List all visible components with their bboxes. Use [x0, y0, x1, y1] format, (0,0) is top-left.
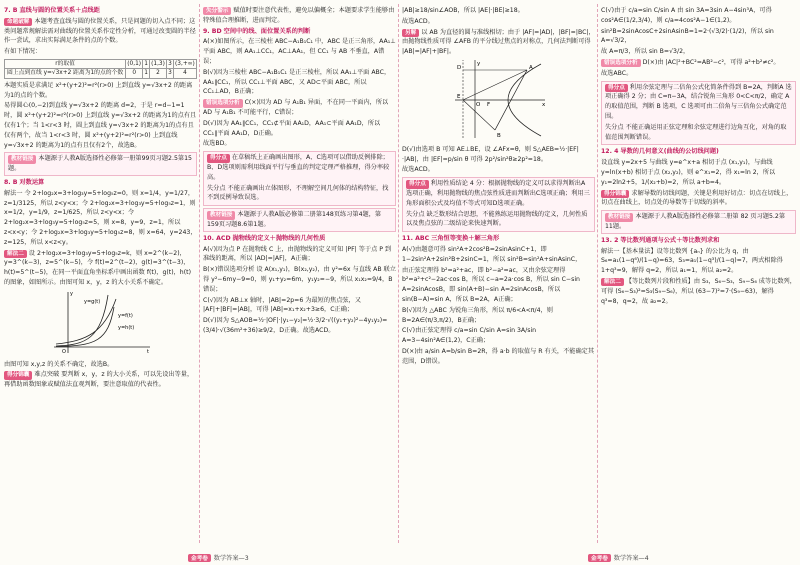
label-f: F	[486, 101, 490, 108]
tag-badge: 错误选项分析	[203, 99, 243, 107]
parabola-figure-svg	[449, 58, 549, 140]
paragraph	[203, 98, 396, 118]
paragraph-text: 求解导数的切线问题，关键是利用好切点：切点在切线上，切点在曲线上，切点处的导数等于切线的斜率。	[601, 189, 793, 207]
paragraph: sin²B=2sinAcosC+2sinAsinB=1=2·(√3/2)·(1/2)，所以 sin A=√3/2，	[601, 27, 774, 45]
label-f: y=f(t)	[117, 312, 133, 319]
paragraph-text: D(×)由 |AC|²+BC²=AB²−c²，可得 a²+b²≠c²。	[642, 58, 780, 66]
column-divider	[398, 4, 399, 543]
page-number: 数学答案—4	[613, 555, 649, 562]
tag-badge: 得分锦囊	[601, 190, 629, 198]
paragraph: |AB|≥18/sin∠AOB，所以 |AE|·|BE|≥18。	[402, 7, 524, 14]
column-divider	[597, 4, 598, 543]
paragraph-text: 本题考查直线与圆的位置关系，只是问题的切入点不同；这类问题常规解法需对曲线的位置关系作定性分析，可通过改变圆的半径作一尝试，求出实际满足条件的点的个数。	[4, 17, 196, 45]
question-number: 7. B	[4, 7, 18, 14]
question-topic: 直线与圆的位置关系＋点线距	[19, 7, 100, 14]
score-box	[402, 177, 595, 232]
paragraph: 失分点 缺乏数形结合思想，不能熟练运用抛物线的定义，几何性质以及焦点弦的二级结论来快速判断。	[406, 210, 588, 228]
column-divider	[199, 4, 200, 543]
paragraph: 故选BD。	[203, 140, 231, 148]
footer-left	[188, 553, 249, 562]
paragraph	[406, 179, 591, 208]
score-box	[203, 151, 396, 206]
label-a: A	[528, 64, 533, 71]
table-cell: (3,+∞)	[175, 60, 195, 67]
label-o: O	[475, 101, 480, 108]
paragraph: D(√)因为 AA₁∥CC₁，CC₁⊄平面 AA₁D，AA₁⊂平面 AA₁D，所以 CC₁∥平面 AA₁D，D正确。	[203, 119, 381, 137]
column-3	[402, 6, 595, 545]
label-g: y=g(t)	[83, 298, 100, 305]
function-graph	[4, 289, 197, 359]
tag-badge: 解法二	[4, 250, 27, 258]
textbook-link-box	[203, 208, 396, 232]
paragraph	[4, 17, 197, 46]
paragraph-text: 赋值时要注意代表性，避免以偏概全；本题要求学生能够由特殊值合理推断，进而判定。	[203, 7, 395, 24]
question-11-header	[402, 234, 595, 244]
distance-count-table	[4, 59, 197, 79]
textbook-link-box	[601, 210, 796, 234]
table-cell: 1	[144, 60, 148, 67]
tag-badge: 教材链接	[605, 213, 633, 221]
paragraph	[601, 58, 796, 68]
paragraph	[207, 153, 392, 182]
question-13-header	[601, 236, 796, 246]
paragraph: D(√)由选项 B 可知 AE⊥BE，设 ∠AFx=θ，则 S△AEB=½·|EF|·|AB|，由 |EF|=p/sin θ 可得 2p²/sin²θ≥2p²=18。	[402, 145, 579, 163]
tag-badge: 得分点	[406, 180, 429, 188]
question-number: 8. B	[4, 178, 18, 186]
question-topic: 等比数列通项与公式＋等比数列求和	[620, 236, 720, 244]
tag-badge: 教材链接	[8, 155, 36, 163]
paragraph: A(√)因为点 P 在抛物线 C 上，由抛物线的定义可知 |PF| 等于点 P 到准线的距离，所以 |AD|=|AF|，A正确；	[203, 245, 392, 263]
paragraph: A(×)如图所示，在三棱柱 ABC−A₁B₁C₁ 中，ABC 是正三角形，AA₁⊥平面 ABC，则 AA₁⊥CC₁，AC⊥AA₁，但 CC₁ 与 AB 不垂直，A错误；	[203, 38, 396, 65]
tag-badge: 另解	[402, 29, 419, 37]
paragraph-text: 难点突破 要判断 x，y，z 的大小关系，可以先设出等量，再借助函数图象或赋值法直观判断，要注意取值的代表性。	[4, 371, 194, 389]
question-8-header	[4, 178, 197, 188]
paragraph-text: 本题源于人教A版选择性必修第二册第 82 页习题5.2第11题。	[605, 213, 786, 230]
paragraph: A(√)由题意可得 sin²A+2cos²B=2sinAsinC+1，即 1−2sin²A+2sin²B+2sinC=1，所以 sin²B=sin²A+sinAsinC，	[402, 245, 582, 263]
brand-logo: 金考卷	[188, 554, 211, 562]
tag-badge: 解法二	[601, 278, 624, 286]
paragraph: 解法一 令 2+log₂x=3+log₃y=5+log₅z=0，则 x=1/4，y=1/27，z=1/3125，所以 z<y<x；令 2+log₂x=3+log₃y=5+log₅z=1，则 x=1/2，y=1/9，z=1/625，所以 z<y<x；令 2+log₂x=3+log₃y=5+log₅z=5，则 x=8，y=9，z=1，所以 z<x<y；令 2+log₂x=3+log₃y=5+log₅z=8，则 x=64，y=243，z=125，所以 x<z<y。	[4, 189, 197, 246]
paragraph: D(√)因为 S△AOB=½·|OF|·|y₁−y₂|=½·3/2·√((y₁+y₂)²−4y₁y₂)=(3/4)·√(36m²+36)≥9/2，D正确。故选ACD。	[203, 317, 388, 334]
paragraph: B(√)因为 △ABC 为锐角三角形，所以 π/6<A<π/4，则 B=2A∈(π/3,π/2)，B正确；	[402, 306, 553, 324]
column-2	[203, 6, 396, 545]
footer-right	[588, 553, 649, 562]
label-x: x	[541, 101, 545, 108]
paragraph: B(√)因为三棱柱 ABC−A₁B₁C₁ 是正三棱柱，所以 AA₁⊥平面 ABC，AA₁∥CC₁，所以 CC₁⊥平面 ABC，又 AD⊂平面 ABC，所以 CC₁⊥AD，B正确；	[203, 68, 391, 96]
paragraph	[402, 28, 595, 57]
paragraph-text: 在草稿纸上正确画出图形，A、C选项可以借助反例排除；B、D选项则需利用线面平行与垂直的判定定理严格推理，得分率较高。	[207, 154, 390, 181]
tag-badge: 得分锦囊	[4, 371, 32, 379]
paragraph: 本题实质是求满足 x²+(y+2)²=r²(r>0) 上到直线 y=√3x+2 的距离为1的点的个数。	[4, 81, 193, 99]
paragraph-text: 【等比数列片段和性质】由 S₃，S₆−S₃，S₉−S₆ 成等比数列，可得 (S₆−S₃)²=S₃(S₉−S₆)，所以 (63−7)²=7·(S₉−63)，解得 q³=8，q=2，故 a₂=2。	[601, 277, 796, 305]
label-t: t	[146, 348, 149, 355]
paragraph-text: 设 2+log₂x=3+log₃y=5+log₅z=k，则 x=2^(k−2)，y=3^(k−3)，z=5^(k−5)，令 f(t)=2^(t−2)，g(t)=3^(t−3)，h(t)=5^(t−5)，在同一平面直角坐标系中画出函数 f(t)，g(t)，h(t) 的图象，如图所示。由图可知 x，y，z 的大小关系不确定。	[4, 249, 191, 286]
tag-badge: 得分点	[605, 84, 628, 92]
curve-f	[56, 299, 116, 344]
tag-badge: 教材链接	[207, 211, 235, 219]
question-12-header	[601, 147, 796, 157]
textbook-link-box	[4, 152, 197, 176]
paragraph: 失分点 不能正确画出立体图形，不理解空间几何体的结构特征，找不到反例导致误选。	[207, 184, 389, 202]
paragraph: C(√)由于 c/a=sin C/sin A 由 sin 3A=3sin A−4sin³A，可得 cos²A∈(1/2,3/4)，则 c/a=4cos²A−1∈(1,2)。	[601, 7, 772, 24]
paragraph: C(√)因为 AB⊥x 轴时，|AB|=2p=6 为最短的焦点弦，又 |AF|+|BF|=|AB|，可得 |AB|=x₁+x₂+3≥6，C正确；	[203, 296, 361, 314]
label-b: B	[496, 132, 501, 139]
paragraph: 有如下情况：	[4, 48, 42, 56]
tag-badge: 错误选项分析	[601, 59, 641, 67]
paragraph: 由图可知 x,y,z 的关系不确定，故选B。	[4, 360, 114, 368]
table-cell: r的取值	[5, 59, 126, 68]
table-row	[5, 59, 197, 68]
page-number: 数学答案—3	[213, 555, 249, 562]
paragraph: C(√)由正弦定理得 c/a=sin C/sin A=sin 3A/sin A=3−4sin²A∈(1,2)，C正确；	[402, 327, 537, 345]
paragraph: 由正弦定理得 b²=a²+ac，即 b²−a²=ac，又由余弦定理得 b²=a²+c²−2ac·cos B，所以 c−a=2a·cos B，所以 sin C−sin A=2sinAcosB，即 sin(A+B)−sin A=2sinAcosB，所以 sin(B−A)=sin A，所以 B=2A，A正确；	[402, 266, 580, 303]
paragraph-text: 利用性质结论 4 分：根据抛物线的定义可以求得判断出A选项正确，利用抛物线的焦点弦性质进而判断出C选项正确；利用三角形面积公式及均值不等式可知D选项正确。	[406, 180, 590, 207]
table-cell: 圆上点到直线 y=√3x+2 距离为1的点的个数	[5, 69, 126, 78]
paragraph-text: 以 AB 为直径的圆与准线相切；由于 |AF|=|AD|，|BF|=|BC|，由抛物线性质可得 ∠AFB 的平分线过焦点的对称点，几何法判断可得 |AB|=|AF|+|BF|。	[402, 28, 595, 56]
paragraph-text: 利用余弦定理与二倍角公式化简条件得到 B=2A，判断A 选项正确得 2 分；由 C=π−3A，结合锐角三角形 0<C<π/2，确定 A 的取值范围，判断 B 选项，C 选项可由二倍角与三倍角公式确定范围。	[605, 83, 792, 120]
question-number: 12. 4	[601, 148, 619, 156]
paragraph: 设直线 y=2x+5 与曲线 y=e^x+a 相切于点 (x₁,y₁)，与曲线 y=ln(x+b) 相切于点 (x₂,y₂)，则 e^x₁=2，得 x₁=ln 2，所以 y₁=2ln2+5，1/(x₂+b)=2，所以 a+b=4。	[601, 159, 776, 186]
score-box	[601, 81, 796, 146]
question-10-header	[203, 234, 396, 244]
table-cell: 1	[144, 70, 148, 77]
paragraph	[601, 277, 796, 306]
table-cell: 3	[168, 70, 172, 77]
tag-badge: 失分警示	[203, 7, 231, 15]
label-d: D	[456, 64, 461, 71]
label-e: E	[456, 93, 460, 100]
paragraph: B(×)错误选项分析 设 A(x₁,y₁)，B(x₂,y₂)，由 y²=6x 与直线 AB 联立得 y²−6my−9=0，则 y₁+y₂=6m，y₁y₂=−9，所以 x₁x₂=9/4，B错误；	[203, 266, 396, 293]
paragraph: 故 A=π/3，所以 sin B=√3/2，	[601, 48, 690, 56]
question-topic: 抛物线的定义＋抛物线的几何性质	[232, 234, 326, 242]
paragraph: 易得圆心(0,−2)到直线 y=√3x+2 的距离 d=2，于是 r=d−1=1 时，圆 x²+(y+2)²=r²(r>0) 上到直线 y=√3x+2 的距离为1的点有且仅有1个；当 1<r<3 时，圆上到直线 y=√3x+2 的距离为1的点有且仅有两个，故当 1<r<3 时，圆 x²+(y+2)²=r²(r>0) 上到直线 y=√3x+2 的距离为1的点有且仅有2个，故选B。	[4, 102, 197, 149]
segment-ea	[463, 70, 527, 100]
question-topic: 空间中的线、面位置关系的判断	[223, 27, 311, 35]
paragraph	[4, 370, 197, 390]
label-origin: O	[61, 348, 66, 355]
tag-badge: 得分点	[207, 154, 230, 162]
table-cell: 0	[126, 69, 143, 78]
question-number: 10. ACD	[203, 234, 231, 242]
paragraph-text: 本题源于人教A版必修第二册第148页练习第4题，第159页习题8.6第1题。	[207, 211, 382, 228]
function-graph-svg	[46, 289, 156, 355]
parabola-figure	[402, 58, 595, 144]
paragraph: 故选ACD。	[402, 166, 434, 174]
paragraph: D(×)由 a/sin A=b/sin B=2R，得 a·b 的取值与 R 有关，不能确定其范围，D错误。	[402, 347, 595, 365]
question-number: 9. BD	[203, 27, 222, 35]
table-cell: 4	[173, 69, 196, 78]
paragraph	[605, 83, 792, 122]
table-cell: 3	[168, 60, 172, 67]
table-cell: (0,1)	[127, 60, 142, 67]
question-topic: 导数的几何意义(曲线的公切线问题)	[620, 148, 719, 156]
paragraph: 解法一【基本量法】设等比数列 {aₙ} 的公比为 q，由 S₆=a₁(1−q⁶)/(1−q)=63，S₃=a₁(1−q³)/(1−q)=7，两式相除得 1+q³=9，解得 q=2，所以 a₁=1，所以 a₂=2。	[601, 247, 783, 275]
question-topic: 对数运算	[19, 178, 45, 186]
table-cell: 2	[150, 69, 167, 78]
column-1	[4, 6, 197, 545]
label-h: y=h(t)	[117, 324, 134, 331]
label-y: y	[69, 290, 73, 297]
label-y: y	[476, 60, 480, 67]
tag-badge: 命题破解	[4, 18, 32, 26]
paragraph: 故选ABC。	[601, 69, 633, 77]
column-4	[601, 6, 796, 545]
paragraph: 故选ACD。	[402, 17, 434, 25]
paragraph: 失分点 不能正确运用正弦定理和余弦定理进行边角互化，对角的取值范围判断错误。	[605, 123, 787, 141]
brand-logo: 金考卷	[588, 554, 611, 562]
question-number: 13. 2	[601, 236, 619, 244]
paragraph	[4, 249, 197, 288]
table-cell: (1,3)	[151, 60, 165, 67]
paragraph	[203, 6, 396, 26]
paragraph-text: C(×)因为 AD 与 A₁B₁ 异面，不在同一平面内，所以 AD 与 A₁B₁ 不可能平行，C错误；	[203, 99, 389, 116]
paragraph	[601, 189, 796, 209]
question-number: 11. ABC	[402, 235, 430, 243]
table-row	[5, 69, 197, 78]
question-9-header	[203, 27, 396, 37]
question-topic: 三角恒等变换＋解三角形	[431, 235, 500, 243]
question-7-header	[4, 6, 197, 16]
paragraph-text: 本题源于人教A版选择性必修第一册第99页习题2.5第15题。	[8, 155, 192, 173]
